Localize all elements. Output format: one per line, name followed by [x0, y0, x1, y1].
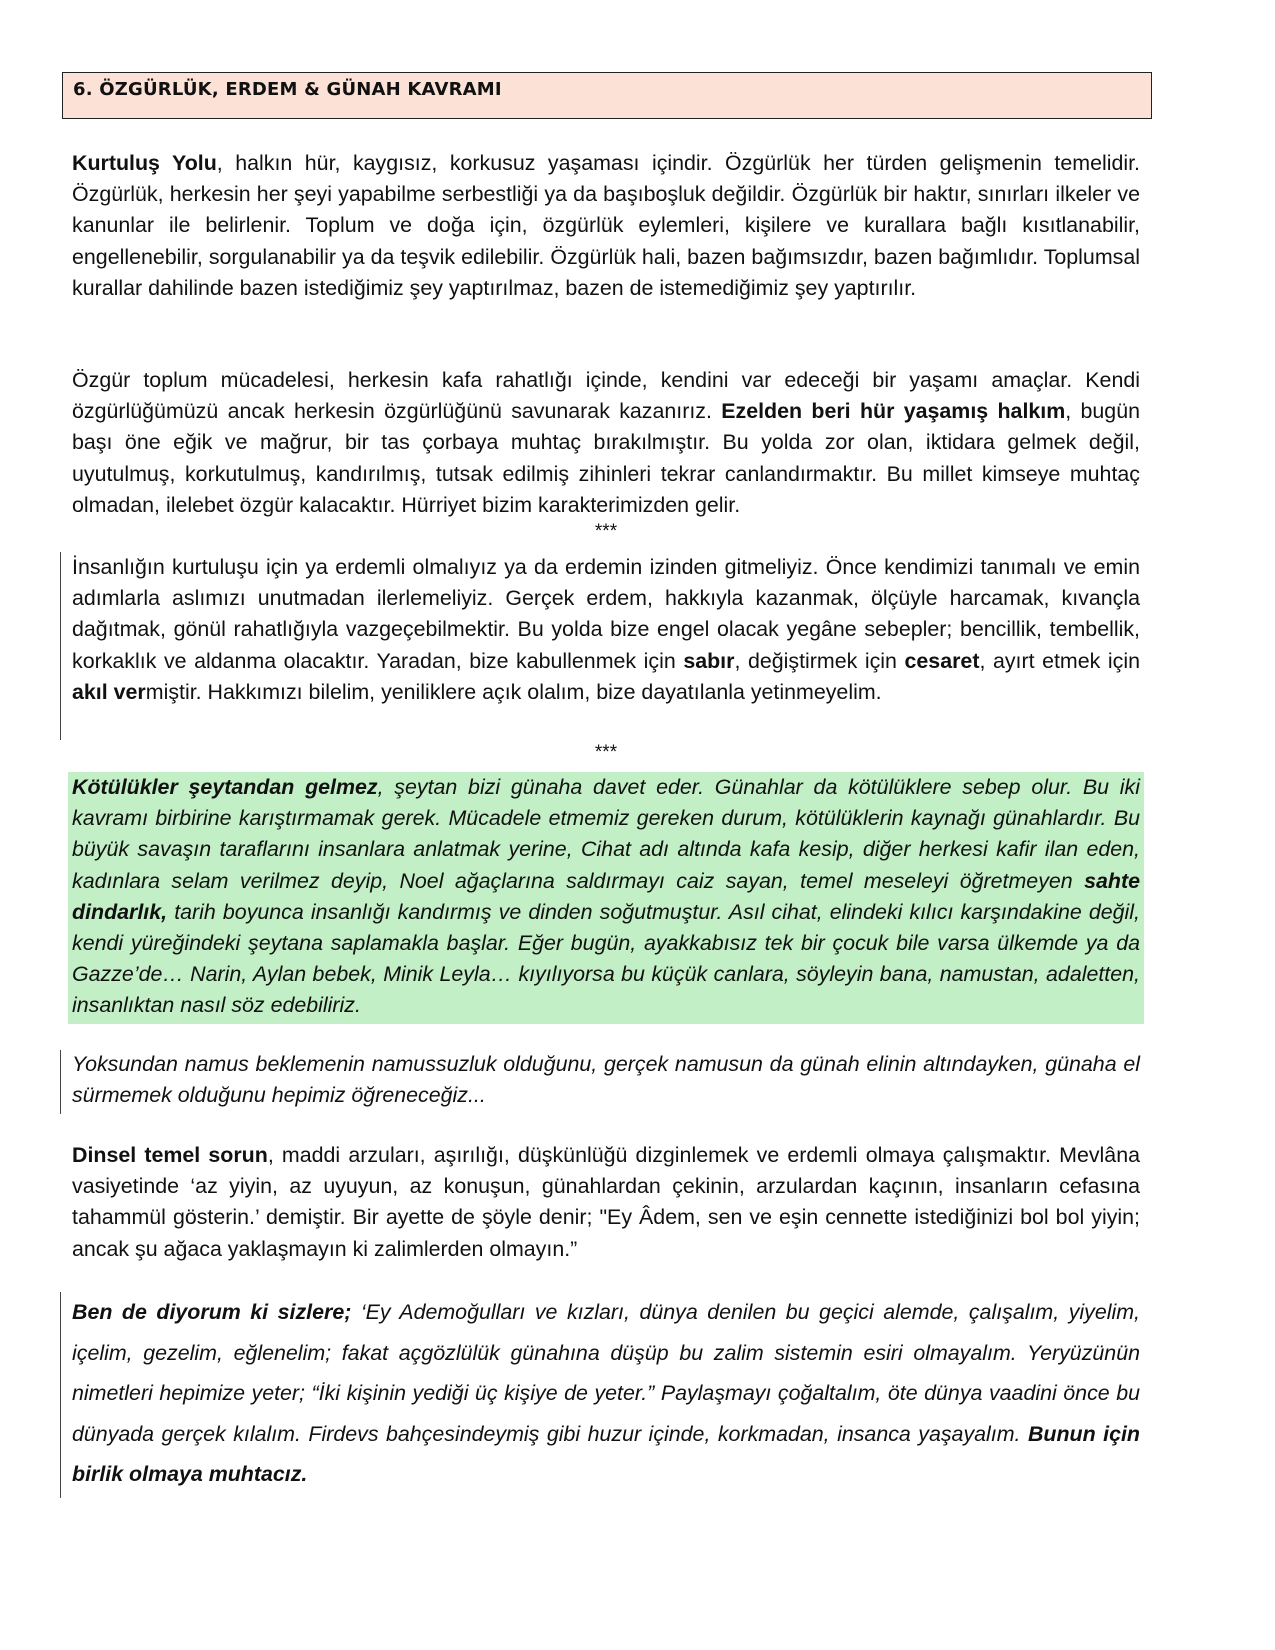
left-margin-bar [60, 1292, 61, 1498]
paragraph-text: , bugün başı öne eğik ve mağrur, bir tas çorbaya muhtaç bırakılmıştır. Bu yolda zor olan, iktidara gelmek değil, uyutulmuş, korkutulmuş, kandırılmış, tutsak edilmiş zihinleri tekrar canlandırmaktır. Bu millet kimseye muhtaç olmadan, ilelebet özgür kalacaktır. Hürriyet bizim karakterimizden gelir. [72, 399, 1140, 517]
paragraph-text: , halkın hür, kaygısız, korkusuz yaşaması içindir. Özgürlük her türden gelişmenin temelidir. Özgürlük, herkesin her şeyi yapabilme serbestliği ya da başıboşluk değildir. Özgürlük bir haktır, sınırları ilkeler ve kanunlar ile belirlenir. Toplum ve doğa için, özgürlük eylemleri, kişilere ve kurallara bağlı kısıtlanabilir, engellenebilir, sorgulanabilir ya da teşvik edilebilir. Özgürlük hali, bazen bağımsızdır, bazen bağımlıdır. Toplumsal kurallar dahilinde bazen istediğimiz şey yaptırılmaz, bazen de istemediğimiz şey yaptırılır. [72, 151, 1141, 300]
bold-word: sabır [683, 648, 735, 673]
paragraph-text: Özgür toplum mücadelesi, herkesin kafa rahatlığı içinde, kendini var edeceği bir yaşamı amaçlar. Kendi özgürlüğümüzü ancak herkesin özgürlüğünü savunarak kazanırız. [72, 368, 1140, 424]
bold-word: cesaret [904, 648, 980, 673]
paragraph-text: , maddi arzuları, aşırılığı, düşkünlüğü dizginlemek ve erdemli olmaya çalışmaktır. Mevlâna vasiyetinde ‘az yiyin, az uyuyun, az konuşun, günahlardan çekinin, arzulardan kaçının, insanların cefasına tahammül gösterin.’ demiştir. Bir ayette de şöyle denir; "Ey Âdem, sen ve eşin cennette istediğinizi bol bol yiyin; ancak şu ağaca yaklaşmayın ki zalimlerden olmayın.” [72, 1143, 1140, 1261]
paragraph-closing [72, 1292, 1140, 1495]
paragraph-text: ‘Ey Ademoğulları ve kızları, dünya denilen bu geçici alemde, çalışalım, yiyelim, içelim, gezelim, eğlenelim; fakat açgözlülük günahına düşüp bu zalim sistemin esiri olmayalım. Yeryüzünün nimetleri hepimize yeter; “İki kişinin yediği üç kişiye de yeter.” Paylaşmayı çoğaltalım, öte dünya vaadini önce bu dünyada gerçek kılalım. Firdevs bahçesindeymiş gibi huzur içinde, korkmadan, insanca yaşayalım. [72, 1300, 1141, 1446]
bold-phrase: Kurtuluş Yolu [72, 151, 217, 175]
bold-phrase: Bunun için birlik olmaya muhtacız. [72, 1421, 1140, 1486]
paragraph-text: , şeytan bizi günaha davet eder. Günahlar da kötülüklere sebep olur. Bu iki kavramı birbirine karıştırmamak gerek. Mücadele etmemiz gereken durum, kötülüklerin kaynağı günahlardır. Bu büyük savaşın taraflarını insanlara anlatmak yerine, Cihat adı altında kafa kesip, diğer herkesi kafir ilan eden, kadınlara selam verilmez deyip, Noel ağaçlarına saldırmayı caiz sayan, temel meseleyi öğretmeyen [72, 775, 1140, 893]
bold-phrase: Kötülükler şeytandan gelmez [72, 775, 378, 799]
paragraph-text: miştir. Hakkımızı bilelim, yeniliklere açık olalım, bize dayatılanla yetinmeyelim. [145, 679, 882, 704]
paragraph-freedom [72, 148, 1140, 304]
bold-phrase: Ezelden beri hür yaşamış halkım [721, 399, 1066, 424]
paragraph-free-society [72, 365, 1140, 521]
paragraph-honor: Yoksundan namus beklemenin namussuzluk olduğunu, gerçek namusun da günah elinin altındayken, günaha el sürmemek olduğunu hepimiz öğreneceğiz... [72, 1052, 1140, 1108]
section-title: 6. ÖZGÜRLÜK, ERDEM & GÜNAH KAVRAMI [73, 79, 502, 100]
bold-phrase: Ben de diyorum ki sizlere; [72, 1300, 361, 1324]
bold-phrase: Dinsel temel sorun [72, 1143, 268, 1167]
paragraph-text: , değiştirmek için [734, 648, 905, 673]
separator: *** [594, 742, 618, 763]
bold-phrase: sahte dindarlık, [72, 868, 1140, 924]
paragraph-text: İnsanlığın kurtuluşu için ya erdemli olmalıyız ya da erdemin izinden gitmeliyiz. Önce kendimizi tanımalı ve emin adımlarla aslımızı unutmadan ilerlemeliyiz. Gerçek erdem, hakkıyla kazanmak, ölçüyle harcamak, kıvançla dağıtmak, gönül rahatlığıyla vazgeçebilmektir. Bu yolda bize engel olacak yegâne sebepler; bencillik, tembellik, korkaklık ve aldanma olacaktır. Yaradan, bize kabullenmek için [72, 555, 1140, 673]
paragraph-religion [72, 1140, 1140, 1265]
paragraph-sin [72, 772, 1140, 1022]
left-margin-bar [60, 552, 61, 740]
separator: *** [594, 521, 618, 542]
left-margin-bar [60, 1050, 61, 1114]
paragraph-text: , ayırt etmek için [979, 648, 1140, 673]
paragraph-text: tarih boyunca insanlığı kandırmış ve dinden soğutmuştur. Asıl cihat, elindeki kılıcı karşındakine değil, kendi yüreğindeki şeytana saplamakla başlar. Eğer bugün, ayakkabısız tek bir çocuk bile varsa ülkemde ya da Gazze’de… Narin, Aylan bebek, Minik Leyla… kıyılıyorsa bu küçük canlara, söyleyin bana, namustan, adaletten, insanlıktan nasıl söz edebiliriz. [72, 899, 1140, 1018]
bold-word: akıl ver [72, 679, 146, 704]
section-header [62, 72, 1152, 119]
paragraph-virtue [72, 552, 1140, 708]
